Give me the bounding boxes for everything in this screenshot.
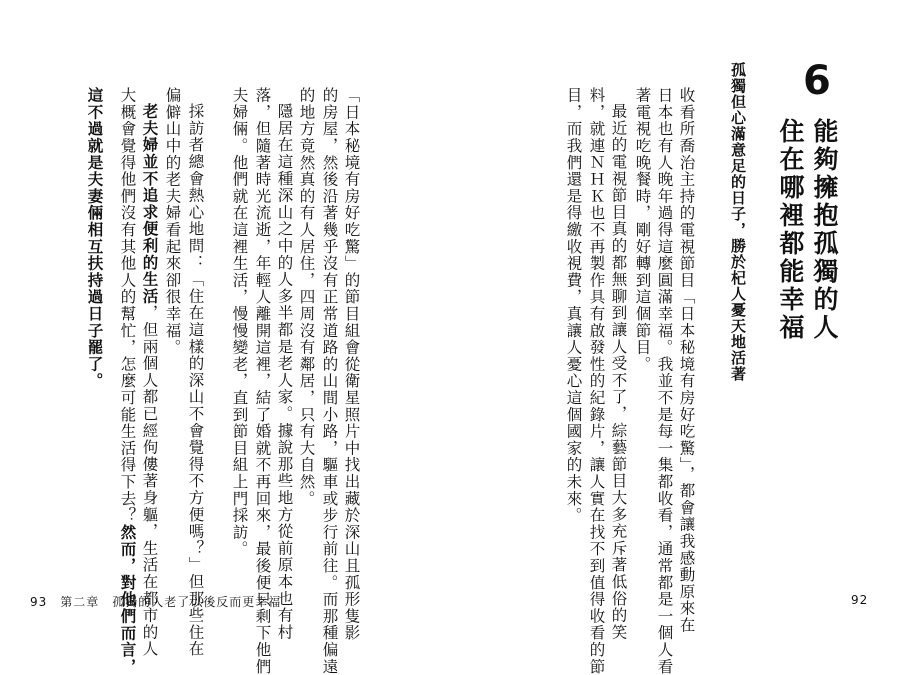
- body-text: ，但兩個人都已經佝僂著身軀，生活在都市的人: [140, 304, 159, 658]
- chapter-number: 6: [803, 58, 831, 104]
- body-column: 採訪者總會熱心地問：「住在這樣的深山不會覺得不方便嗎？」但那些住在: [186, 103, 205, 658]
- chapter-subtitle: 孤獨但心滿意足的日子，勝於杞人憂天地活著: [729, 62, 747, 382]
- chapter-title-line-2: 住在哪裡都能幸福: [776, 118, 805, 342]
- body-column: [141, 103, 157, 657]
- body-column: 收看所喬治主持的電視節目「日本秘境有房好吃驚」，都會讓我感動原來在: [677, 87, 696, 634]
- body-column: 的房屋，然後沿著幾乎沒有正常道路的山間小路，驅車或步行前往。而那種偏遠: [320, 87, 339, 675]
- chapter-title-line-1: 能夠擁抱孤獨的人: [810, 118, 839, 342]
- body-column: 「日本秘境有房好吃驚」的節目組會從衛星照片中找出藏於深山且孤形隻影: [342, 87, 361, 642]
- body-column: 的地方竟然真的有人居住，四周沒有鄰居，只有大自然。: [297, 87, 316, 507]
- footer-right-page-number: 92: [851, 593, 869, 607]
- body-column: 日本也有人晚年過得這麼圓滿幸福。我並不是每一集都收看，通常都是一個人看: [655, 87, 674, 675]
- footer-left-running-head: 93 第二章 孤獨的人老了以後反而更幸福: [30, 595, 282, 609]
- body-column: 隱居在這種深山之中的人多半都是老人家。據說那些地方從前原本也有村: [275, 103, 294, 641]
- body-column: 偏僻山中的老夫婦看起來卻很幸福。: [163, 87, 182, 356]
- bold-emphasis: 然而，對他們而言，: [118, 523, 137, 675]
- body-column: 夫婦倆。他們就在這裡生活，慢慢變老，直到節目組上門採訪。: [230, 87, 249, 558]
- body-column: 落，但隨著時光流逝，年輕人離開這裡，結了婚就不再回來，最後便只剩下他們: [253, 87, 272, 675]
- body-column-bold: 這不過就是夫妻倆相互扶持過日子罷了。: [85, 87, 104, 390]
- body-column: 目，而我們還是得繳收視費，真讓人憂心這個國家的未來。: [564, 87, 583, 524]
- body-column: [119, 87, 135, 675]
- body-text: 大概會覺得他們沒有其他人的幫忙，怎麼可能生活得下去？: [118, 87, 137, 524]
- body-column: 最近的電視節目真的都無聊到讓人受不了，綜藝節目大多充斥著低俗的笑: [609, 103, 628, 641]
- body-column: 著電視吃晚餐時，剛好轉到這個節目。: [633, 87, 652, 373]
- body-column: 料，就連ＮＨＫ也不再製作具有啟發性的紀錄片，讓人實在找不到值得收看的節: [587, 87, 606, 675]
- bold-emphasis: 老夫婦並不追求便利的生活: [140, 103, 159, 305]
